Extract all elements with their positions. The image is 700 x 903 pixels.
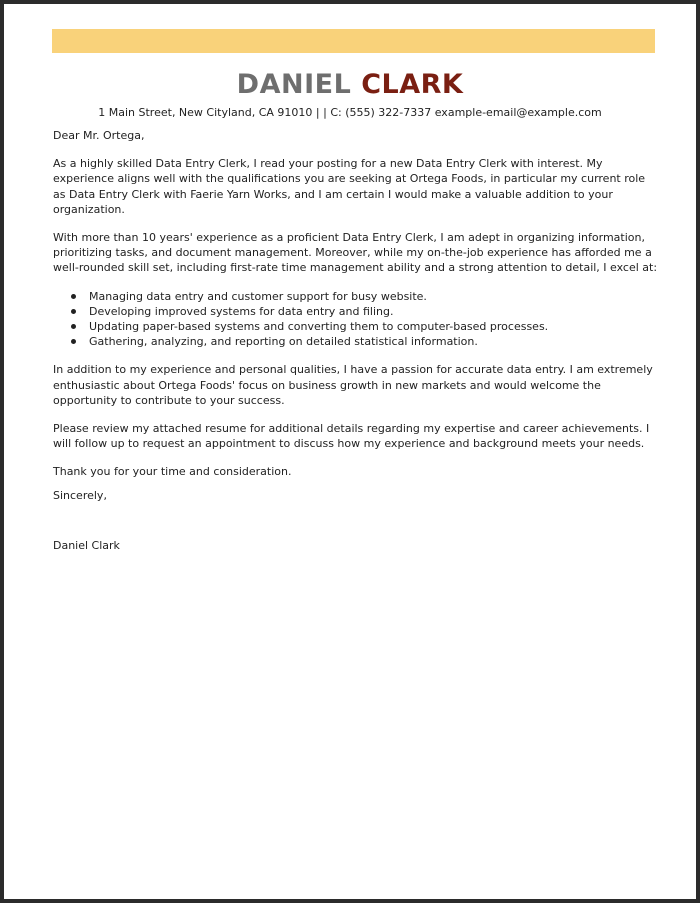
header-accent-bar [52,29,655,53]
signature-name: Daniel Clark [53,538,120,552]
list-item-text: Gathering, analyzing, and reporting on detailed statistical information. [89,335,478,349]
first-name: DANIEL [236,69,352,100]
list-item [71,334,658,349]
paragraph-follow-up: Please review my attached resume for additional details regarding my expertise and career achievements. I will follow up to request an appointment to discuss how my experience and background meets your needs. [53,422,650,451]
closing-line: Thank you for your time and consideration. [53,465,292,479]
list-item-text: Updating paper-based systems and converting them to computer-based processes. [89,320,549,334]
list-item [71,304,658,319]
paragraph-experience: With more than 10 years' experience as a proficient Data Entry Clerk, I am adept in organizing information, prioritizing tasks, and document management. Moreover, while my on-the-job experience has afforded me a well-rounded skill set, including first-rate time management ability and a strong attention to detail, I excel at: [53,231,658,275]
paragraph-intro: As a highly skilled Data Entry Clerk, I read your posting for a new Data Entry Clerk with interest. My experience aligns well with the qualifications you are seeking at Ortega Foods, in particular my current role as Data Entry Clerk with Faerie Yarn Works, and I am certain I would make a valuable addition to your organization. [53,157,646,216]
last-name: CLARK [361,69,464,100]
letter-body [53,128,658,553]
salutation: Dear Mr. Ortega, [53,129,145,142]
contact-line: 1 Main Street, New Cityland, CA 91010 | | C: (555) 322-7337 example-email@example.com [98,106,602,119]
skills-list [53,289,658,350]
paragraph-qualities: In addition to my experience and personal qualities, I have a passion for accurate data entry. I am extremely enthusiastic about Ortega Foods' focus on business growth in new markets and would welcome the opportunity to contribute to your success. [53,363,653,407]
sign-off: Sincerely, [53,488,107,502]
list-item [71,319,658,334]
bullet-icon [71,324,76,329]
list-item [71,289,658,304]
list-item-text: Developing improved systems for data entry and filing. [89,304,394,318]
applicant-name [4,68,696,102]
bullet-icon [71,309,76,314]
bullet-icon [71,339,76,344]
list-item-text: Managing data entry and customer support for busy website. [89,289,427,303]
bullet-icon [71,294,76,299]
